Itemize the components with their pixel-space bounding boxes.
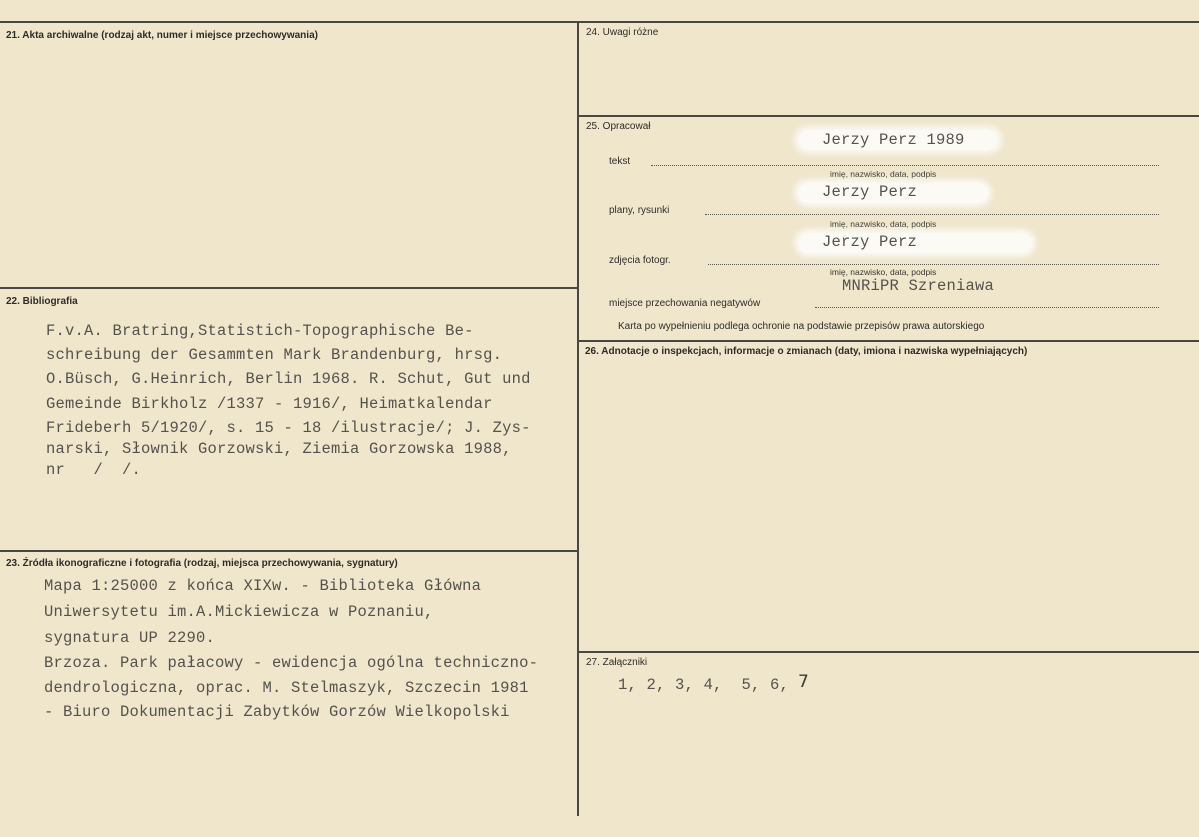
copyright-notice: Karta po wypełnieniu podlega ochronie na podstawie przepisów prawa autorskiego bbox=[618, 321, 985, 332]
top-border bbox=[0, 21, 1199, 23]
tekst-value: Jerzy Perz 1989 bbox=[822, 131, 965, 149]
plany-caption: imię, nazwisko, data, podpis bbox=[830, 219, 937, 229]
attachments-handwritten: 7 bbox=[798, 672, 809, 692]
bibliography-line: Frideberh 5/1920/, s. 15 - 18 /ilustracje/; J. Zys- bbox=[46, 419, 531, 437]
plany-dotted-line bbox=[705, 214, 1159, 215]
sources-line: - Biuro Dokumentacji Zabytków Gorzów Wielkopolski bbox=[44, 703, 510, 721]
bibliography-line: schreibung der Gesammten Mark Brandenburg, hrsg. bbox=[46, 346, 503, 364]
plany-label: plany, rysunki bbox=[609, 205, 670, 216]
sources-line: Brzoza. Park pałacowy - ewidencja ogólna techniczno- bbox=[44, 654, 539, 672]
negatywy-dotted-line bbox=[815, 307, 1159, 308]
bibliography-line: F.v.A. Bratring,Statistich-Topographische Be- bbox=[46, 322, 474, 340]
zdjecia-dotted-line bbox=[708, 264, 1159, 265]
field-23-label: 23. Źródła ikonograficzne i fotografia (rodzaj, miejsca przechowywania, sygnatury) bbox=[6, 558, 398, 569]
sources-line: sygnatura UP 2290. bbox=[44, 629, 216, 647]
zdjecia-caption: imię, nazwisko, data, podpis bbox=[830, 267, 937, 277]
sources-line: Mapa 1:25000 z końca XIXw. - Biblioteka Główna bbox=[44, 577, 482, 595]
divider-26-27 bbox=[578, 651, 1199, 653]
field-22-label: 22. Bibliografia bbox=[6, 296, 78, 307]
tekst-dotted-line bbox=[651, 165, 1159, 166]
field-25-label: 25. Opracował bbox=[586, 121, 651, 132]
field-24-label: 24. Uwagi różne bbox=[586, 27, 659, 38]
divider-21-22 bbox=[0, 287, 578, 289]
tekst-caption: imię, nazwisko, data, podpis bbox=[830, 169, 937, 179]
divider-22-23 bbox=[0, 550, 578, 552]
center-divider bbox=[577, 21, 579, 816]
tekst-label: tekst bbox=[609, 156, 631, 167]
zdjecia-value: Jerzy Perz bbox=[822, 233, 918, 251]
bibliography-line: nr / /. bbox=[46, 461, 142, 479]
negatywy-label: miejsce przechowania negatywów bbox=[609, 298, 761, 309]
bibliography-line: Gemeinde Birkholz /1337 - 1916/, Heimatkalendar bbox=[46, 395, 493, 413]
zdjecia-label: zdjęcia fotogr. bbox=[609, 255, 671, 266]
sources-line: Uniwersytetu im.A.Mickiewicza w Poznaniu, bbox=[44, 603, 434, 621]
bibliography-line: O.Büsch, G.Heinrich, Berlin 1968. R. Schut, Gut und bbox=[46, 370, 531, 388]
divider-25-26 bbox=[578, 340, 1199, 342]
field-21-label: 21. Akta archiwalne (rodzaj akt, numer i miejsce przechowywania) bbox=[6, 30, 318, 41]
field-27-label: 27. Załączniki bbox=[586, 657, 648, 668]
field-26-label: 26. Adnotacje o inspekcjach, informacje o zmianach (daty, imiona i nazwiska wypełniających) bbox=[585, 346, 1028, 357]
negatywy-value: MNRiPR Szreniawa bbox=[842, 277, 995, 295]
divider-24-25 bbox=[578, 115, 1199, 117]
bibliography-line: narski, Słownik Gorzowski, Ziemia Gorzowska 1988, bbox=[46, 440, 512, 458]
attachments-value: 1, 2, 3, 4, 5, 6, bbox=[618, 676, 790, 694]
plany-value: Jerzy Perz bbox=[822, 183, 918, 201]
sources-line: dendrologiczna, oprac. M. Stelmaszyk, Szczecin 1981 bbox=[44, 679, 529, 697]
